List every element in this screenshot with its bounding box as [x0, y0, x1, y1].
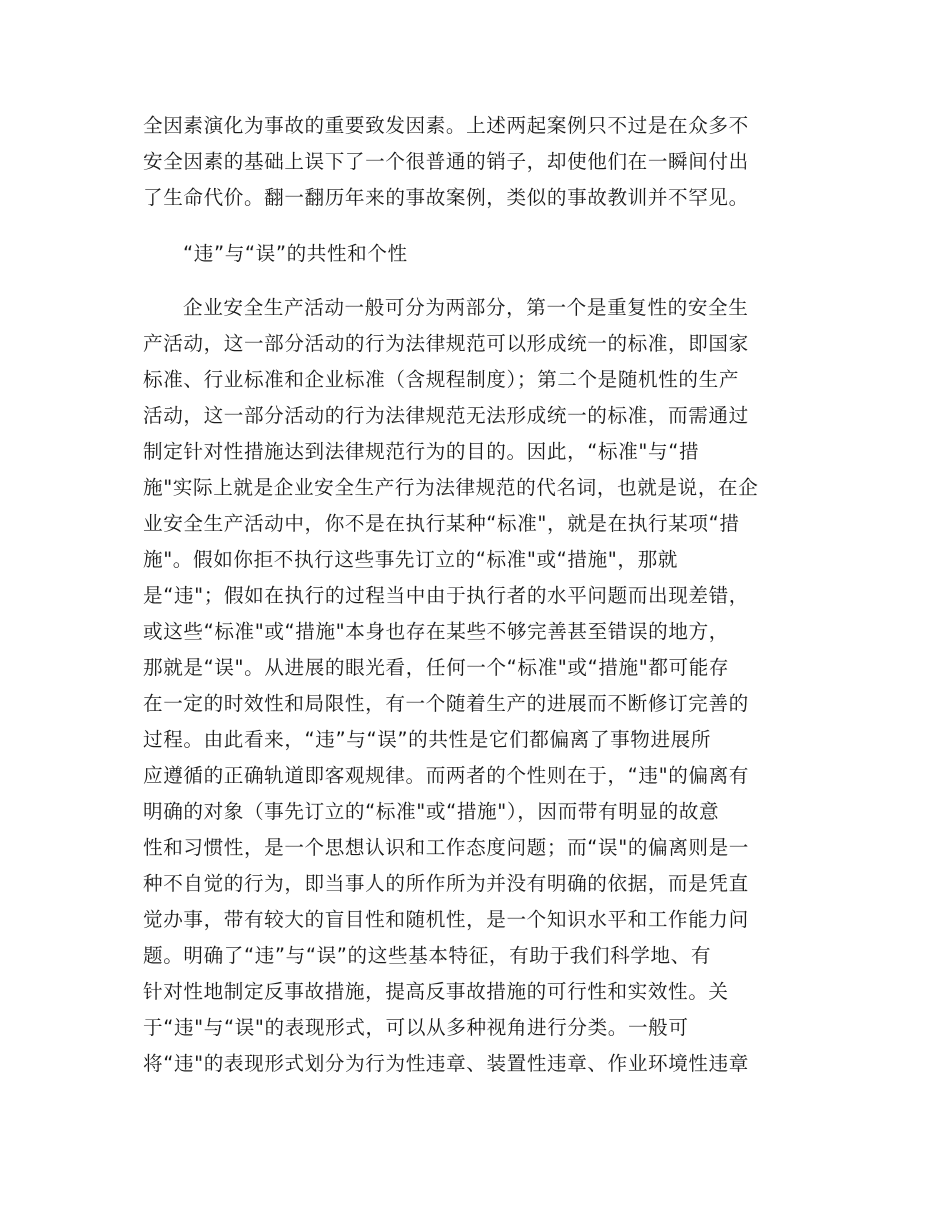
text-line: 企业安全生产活动一般可分为两部分，第一个是重复性的安全生: [183, 296, 749, 319]
text-line: 全因素演化为事故的重要致发因素。上述两起案例只不过是在众多不: [143, 114, 749, 137]
text-line: 性和习惯性，是一个思想认识和工作态度问题；而“误"的偏离则是一: [143, 836, 749, 859]
text-line: 过程。由此看来，“违”与“误”的共性是它们都偏离了事物进展所: [143, 728, 712, 751]
text-line: 种不自觉的行为，即当事人的所作所为并没有明确的依据，而是凭直: [143, 872, 749, 895]
text-line: 觉办事，带有较大的盲目性和随机性，是一个知识水平和工作能力问: [143, 908, 749, 931]
text-line: 题。明确了“违”与“误”的这些基本特征，有助于我们科学地、有: [143, 944, 712, 967]
text-line: 了生命代价。翻一翻历年来的事故案例，类似的事故教训并不罕见。: [143, 186, 749, 209]
text-line: 标准、行业标准和企业标准（含规程制度）；第二个是随机性的生产: [143, 368, 740, 391]
text-line: 是“违"；假如在执行的过程当中由于执行者的水平问题而出现差错，: [143, 584, 749, 607]
text-line: 将“违"的表现形式划分为行为性违章、装置性违章、作业环境性违章: [143, 1052, 749, 1075]
text-line: 那就是“误"。从进展的眼光看，任何一个“标准"或“措施"都可能存: [143, 656, 730, 679]
text-line: 活动，这一部分活动的行为法律规范无法形成统一的标准，而需通过: [143, 404, 749, 427]
text-line: 制定针对性措施达到法律规范行为的目的。因此，“标准"与“措: [143, 440, 700, 463]
text-line: 安全因素的基础上误下了一个很普通的销子，却使他们在一瞬间付出: [143, 150, 749, 173]
text-line: 在一定的时效性和局限性，有一个随着生产的进展而不断修订完善的: [143, 692, 749, 715]
text-line: 业安全生产活动中，你不是在执行某种“标准"，就是在执行某项“措: [143, 512, 740, 535]
text-line: 针对性地制定反事故措施，提高反事故措施的可行性和实效性。关: [143, 980, 729, 1003]
text-line: 于“违"与“误"的表现形式，可以从多种视角进行分类。一般可: [143, 1016, 689, 1039]
text-line: 应遵循的正确轨道即客观规律。而两者的个性则在于，“违"的偏离有: [143, 764, 749, 787]
section-heading: “违”与“误”的共性和个性: [183, 242, 408, 265]
text-line: 产活动，这一部分活动的行为法律规范可以形成统一的标准，即国家: [143, 332, 749, 355]
text-line: 明确的对象（事先订立的“标准"或“措施"），因而带有明显的故意: [143, 800, 720, 823]
text-line: 或这些“标准"或“措施"本身也存在某些不够完善甚至错误的地方，: [143, 620, 729, 643]
text-line: 施"实际上就是企业安全生产行为法律规范的代名词，也就是说，在企: [143, 476, 759, 499]
text-line: 施"。假如你拒不执行这些事先订立的“标准"或“措施"，那就: [143, 548, 678, 571]
